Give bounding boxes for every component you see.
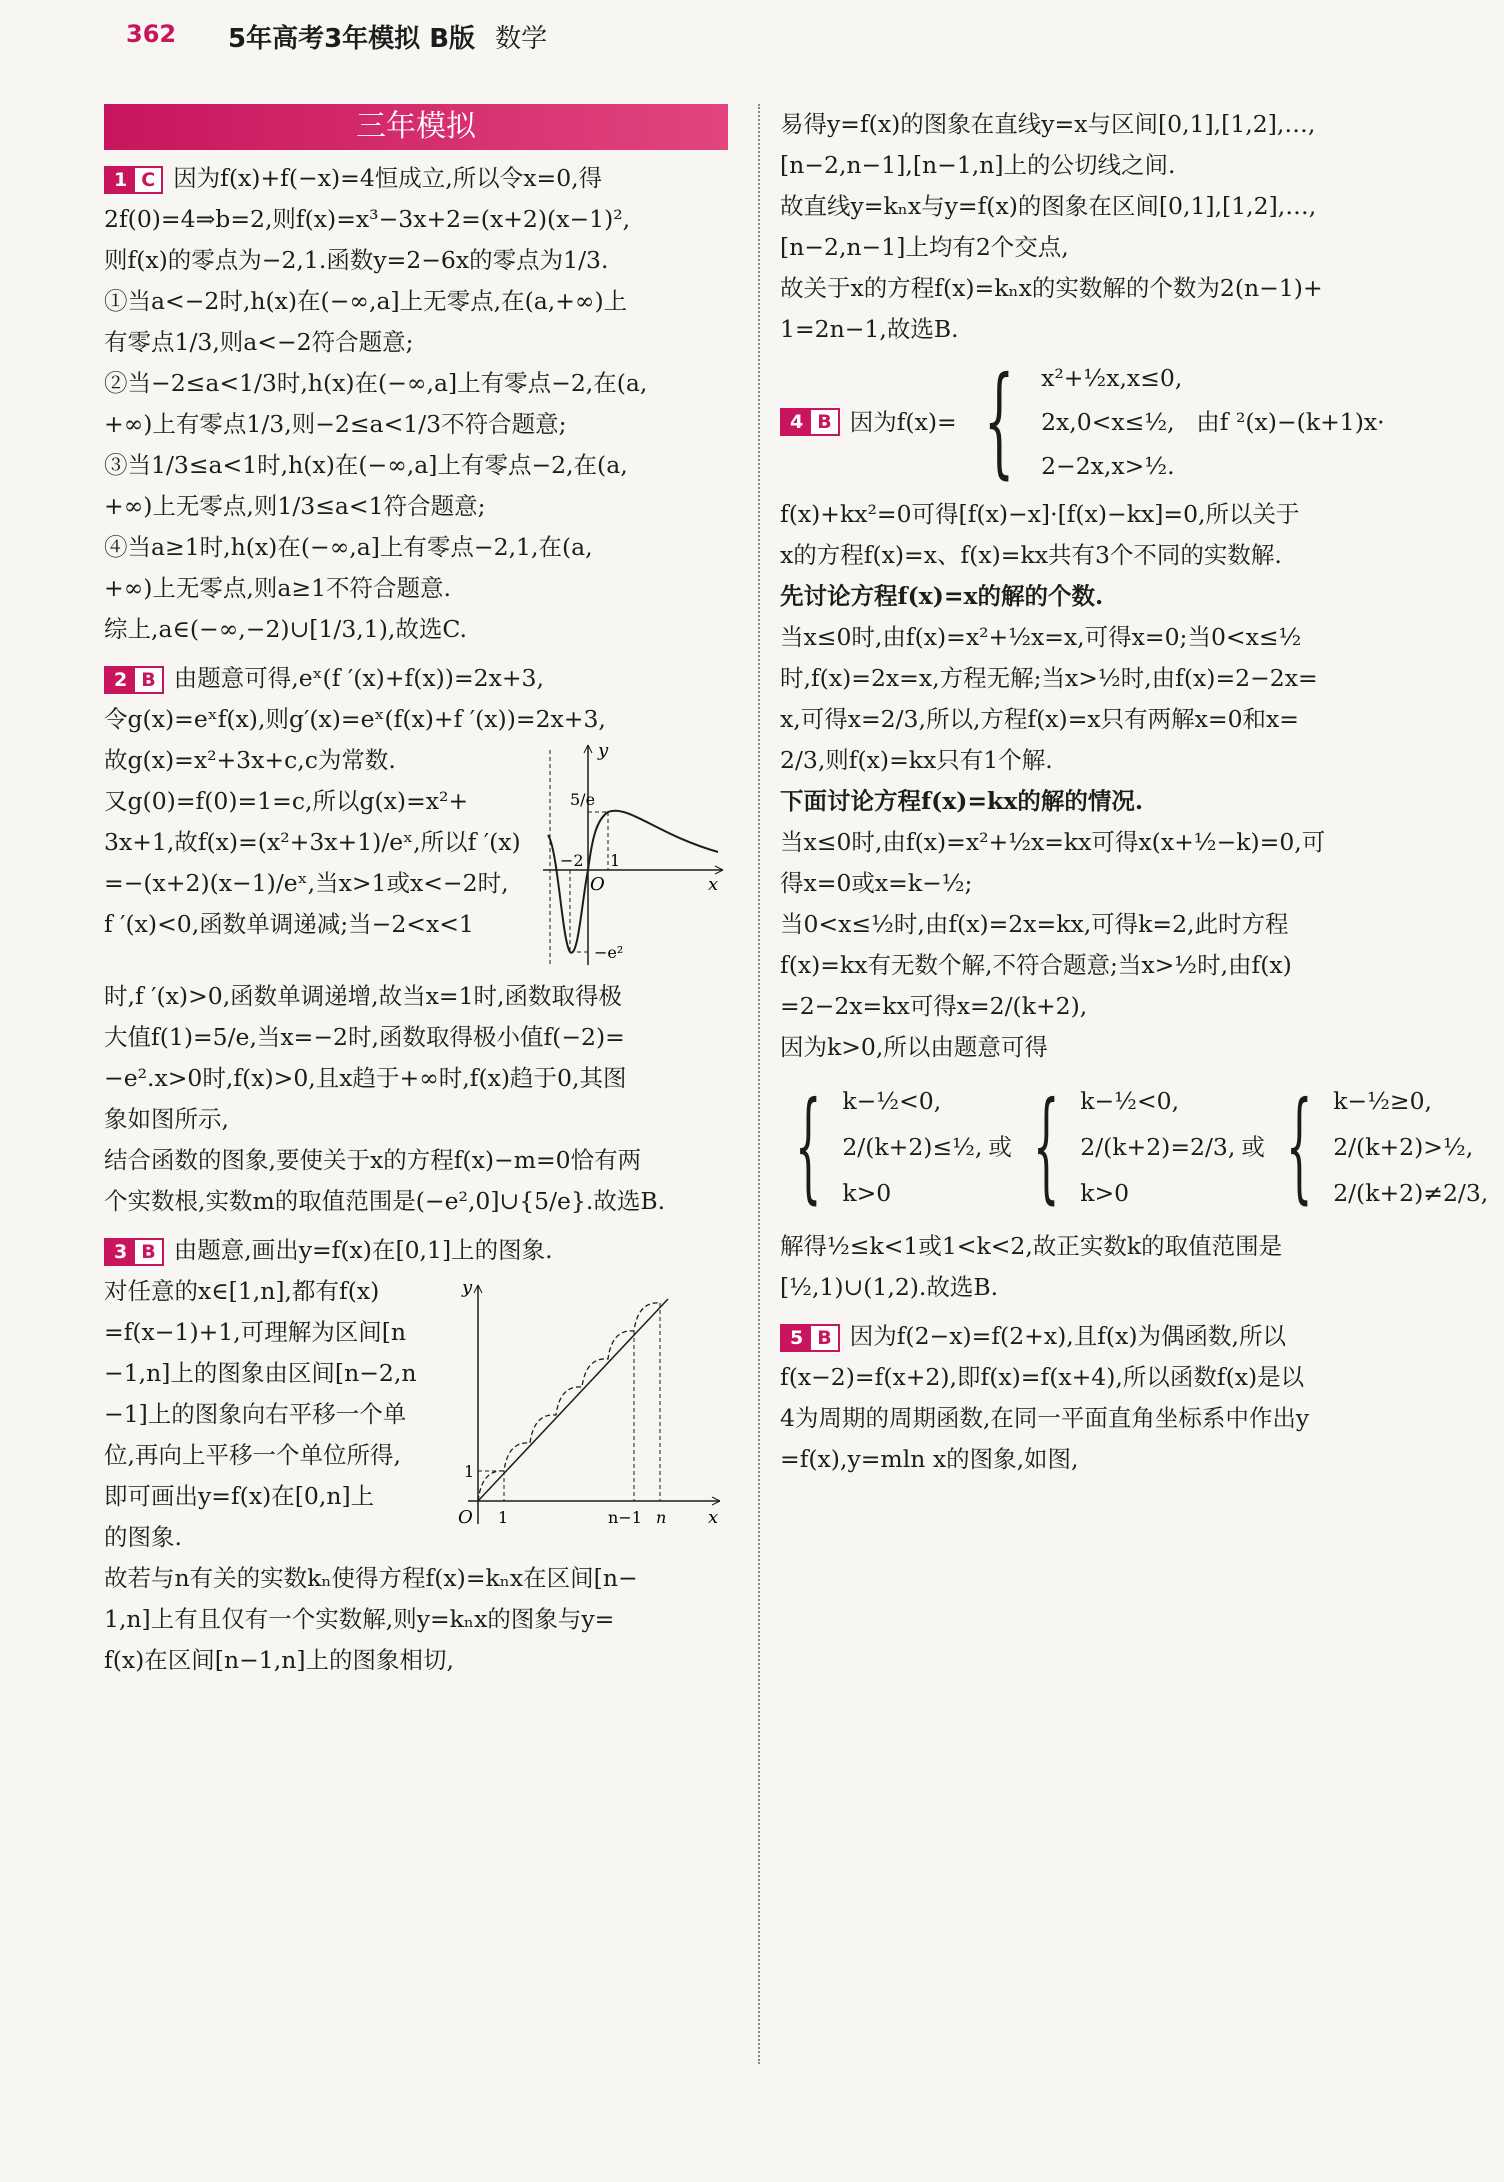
p4-line3-3: f(x)=kx有无数个解,不符合题意;当x>½时,由f(x) xyxy=(780,951,1292,979)
p1-line-0 xyxy=(104,158,728,199)
p1-line-7: ③当1/3≤a<1时,h(x)在(−∞,a]上有零点−2,在(a, xyxy=(104,451,628,479)
page-number: 362 xyxy=(126,20,177,48)
p2-line-top-0 xyxy=(104,658,728,699)
p2-line-bottom-0: 时,f ′(x)>0,函数单调递增,故当x=1时,函数取得极 xyxy=(104,982,623,1010)
p5-line-2: 4为周期的周期函数,在同一平面直角坐标系中作出y xyxy=(780,1404,1310,1432)
p5-line-3: =f(x),y=mln x的图象,如图, xyxy=(780,1445,1079,1473)
p4-sys3-0: k−½≥0, xyxy=(1333,1087,1433,1115)
p2-y-label: y xyxy=(598,740,609,761)
p3c-line-1: [n−2,n−1],[n−1,n]上的公切线之间. xyxy=(780,151,1176,179)
p4-line3-1: 得x=0或x=k−½; xyxy=(780,869,973,897)
p3-line-first xyxy=(104,1230,728,1271)
p3-label-n: n xyxy=(656,1508,667,1527)
p2-line-side-0: 故g(x)=x²+3x+c,c为常数. xyxy=(104,746,396,774)
p2-line-side-3: =−(x+2)(x−1)/eˣ,当x>1或x<−2时, xyxy=(104,869,509,897)
p3c-line-0: 易得y=f(x)的图象在直线y=x与区间[0,1],[1,2],…, xyxy=(780,110,1316,138)
p3-line-bottom-2: f(x)在区间[n−1,n]上的图象相切, xyxy=(104,1646,454,1674)
book-title-text: 5年高考3年模拟 B版 xyxy=(228,24,476,54)
p4-line4-1: [½,1)∪(1,2).故选B. xyxy=(780,1273,999,1301)
p4-line2-0: 当x≤0时,由f(x)=x²+½x=x,可得x=0;当0<x≤½ xyxy=(780,623,1302,651)
p1-line-3: ①当a<−2时,h(x)在(−∞,a]上无零点,在(a,+∞)上 xyxy=(104,287,628,315)
p4-case-1: 2x,0<x≤½, xyxy=(1041,408,1175,436)
p3-line-side-3: −1]上的图象向右平移一个单 xyxy=(104,1400,407,1428)
p4-prefix: 因为f(x)= xyxy=(849,407,957,436)
p2-line-top-1: 令g(x)=eˣf(x),则g′(x)=eˣ(f(x)+f ′(x))=2x+3, xyxy=(104,705,606,733)
p5-answer: B xyxy=(811,1326,837,1350)
problem-2 xyxy=(104,658,728,1222)
p3-function-graph xyxy=(458,1279,728,1529)
p5-number: 5 xyxy=(782,1326,811,1350)
p3-line-yx xyxy=(478,1299,668,1501)
p4-number: 4 xyxy=(782,410,811,434)
p1-line-11: 综上,a∈(−∞,−2)∪[1/3,1),故选C. xyxy=(104,615,467,643)
p3-origin: O xyxy=(458,1507,473,1528)
p2-tag xyxy=(104,666,164,694)
p4-answer: B xyxy=(811,410,837,434)
p4-case-0: x²+½x,x≤0, xyxy=(1041,364,1183,392)
p1-line-8: +∞)上无零点,则1/3≤a<1符合题意; xyxy=(104,492,486,520)
p3-line-side-4: 位,再向上平移一个单位所得, xyxy=(104,1441,401,1469)
p3-answer: B xyxy=(135,1240,161,1264)
p3-line-side-6: 的图象. xyxy=(104,1523,182,1551)
p4-bold-2: 下面讨论方程f(x)=kx的解的情况. xyxy=(780,787,1144,815)
left-column xyxy=(104,104,728,1681)
p1-line-5: ②当−2≤a<1/3时,h(x)在(−∞,a]上有零点−2,在(a, xyxy=(104,369,648,397)
p2-label-neg-e2: −e² xyxy=(594,943,624,962)
p2-label-1: 1 xyxy=(610,851,621,870)
p4-sys3-brace: { xyxy=(1285,1077,1313,1216)
p3c-line-2: 故直线y=kₙx与y=f(x)的图象在区间[0,1],[1,2],…, xyxy=(780,192,1317,220)
p4-sys2-2: k>0 xyxy=(1080,1179,1130,1207)
p1-line-9: ④当a≥1时,h(x)在(−∞,a]上有零点−2,1,在(a, xyxy=(104,533,593,561)
p4-sys3-2: 2/(k+2)≠2/3, xyxy=(1333,1179,1489,1207)
p4-sys2-1: 2/(k+2)=2/3, xyxy=(1080,1133,1236,1161)
p4-bold-1: 先讨论方程f(x)=x的解的个数. xyxy=(780,582,1104,610)
p2-line-side-2: 3x+1,故f(x)=(x²+3x+1)/eˣ,所以f ′(x) xyxy=(104,828,521,856)
p3-line-bottom-0: 故若与n有关的实数kₙ使得方程f(x)=kₙx在区间[n− xyxy=(104,1564,638,1592)
p4-or-2: 或 xyxy=(1241,1132,1265,1161)
p4-line2-3: 2/3,则f(x)=kx只有1个解. xyxy=(780,746,1053,774)
p4-brace: { xyxy=(983,352,1015,491)
p3-line-side-5: 即可画出y=f(x)在[0,n]上 xyxy=(104,1482,375,1510)
p3-text-first: 由题意,画出y=f(x)在[0,1]上的图象. xyxy=(173,1236,553,1264)
p5-text-0: 因为f(2−x)=f(2+x),且f(x)为偶函数,所以 xyxy=(849,1322,1286,1350)
p2-line-bottom-3: 象如图所示, xyxy=(104,1105,229,1133)
p3c-line-5: 1=2n−1,故选B. xyxy=(780,315,959,343)
p1-line-6: +∞)上有零点1/3,则−2≤a<1/3不符合题意; xyxy=(104,410,567,438)
p4-sys2-brace: { xyxy=(1032,1077,1060,1216)
p2-line-bottom-1: 大值f(1)=5/e,当x=−2时,函数取得极小值f(−2)= xyxy=(104,1023,625,1051)
page-header xyxy=(0,0,1504,80)
p1-text-0: 因为f(x)+f(−x)=4恒成立,所以令x=0,得 xyxy=(173,164,603,192)
p5-line-1: f(x−2)=f(x+2),即f(x)=f(x+4),所以函数f(x)是以 xyxy=(780,1363,1305,1391)
p1-line-2: 则f(x)的零点为−2,1.函数y=2−6x的零点为1/3. xyxy=(104,246,609,274)
p2-function-graph xyxy=(538,740,728,970)
p3-continuation xyxy=(780,104,1410,350)
p4-line3-4: =2−2x=kx可得x=2/(k+2), xyxy=(780,992,1088,1020)
p4-line-0: f(x)+kx²=0可得[f(x)−x]·[f(x)−kx]=0,所以关于 xyxy=(780,500,1300,528)
p4-sys1-0: k−½<0, xyxy=(842,1087,942,1115)
p4-case-2: 2−2x,x>½. xyxy=(1041,452,1175,480)
p4-line3-2: 当0<x≤½时,由f(x)=2x=kx,可得k=2,此时方程 xyxy=(780,910,1289,938)
p2-text-top-0: 由题意可得,eˣ(f ′(x)+f(x))=2x+3, xyxy=(173,664,544,692)
p2-origin: O xyxy=(590,874,605,895)
p3-label-1x: 1 xyxy=(498,1508,509,1527)
right-column xyxy=(780,104,1489,1480)
p4-piecewise-def xyxy=(780,352,1410,491)
p4-line2-1: 时,f(x)=2x=x,方程无解;当x>½时,由f(x)=2−2x= xyxy=(780,664,1318,692)
p2-answer: B xyxy=(135,668,161,692)
problem-1 xyxy=(104,158,728,650)
p4-suffix: 由f ²(x)−(k+1)x· xyxy=(1196,407,1385,436)
p1-line-10: +∞)上无零点,则a≥1不符合题意. xyxy=(104,574,452,602)
p3-line-bottom-1: 1,n]上有且仅有一个实数解,则y=kₙx的图象与y= xyxy=(104,1605,615,1633)
p2-label-5e: 5/e xyxy=(570,790,596,809)
p2-number: 2 xyxy=(106,668,135,692)
p4-sys1-brace: { xyxy=(794,1077,822,1216)
p4-line-1: x的方程f(x)=x、f(x)=kx共有3个不同的实数解. xyxy=(780,541,1282,569)
p4-or-1: 或 xyxy=(988,1132,1012,1161)
p3c-line-3: [n−2,n−1]上均有2个交点, xyxy=(780,233,1069,261)
p4-sys1 xyxy=(842,1078,982,1216)
p4-systems xyxy=(780,1077,1489,1216)
section-banner: 三年模拟 xyxy=(104,104,728,150)
p3-x-label: x xyxy=(708,1507,719,1528)
p2-line-bottom-4: 结合函数的图象,要使关于x的方程f(x)−m=0恰有两 xyxy=(104,1146,642,1174)
p4-line3-0: 当x≤0时,由f(x)=x²+½x=kx可得x(x+½−k)=0,可 xyxy=(780,828,1326,856)
p5-line-0 xyxy=(780,1316,1410,1357)
p3-label-n1: n−1 xyxy=(608,1508,642,1527)
p2-label-neg2: −2 xyxy=(560,851,584,870)
p2-line-side-1: 又g(0)=f(0)=1=c,所以g(x)=x²+ xyxy=(104,787,469,815)
p1-answer: C xyxy=(135,168,161,192)
column-divider xyxy=(758,104,760,2064)
p4-cases xyxy=(1041,356,1182,488)
problem-4 xyxy=(780,352,1489,1308)
p4-tag xyxy=(780,408,840,436)
p1-number: 1 xyxy=(106,168,135,192)
p4-sys3 xyxy=(1333,1078,1488,1216)
p4-line3-5: 因为k>0,所以由题意可得 xyxy=(780,1033,1048,1061)
p3-tag xyxy=(104,1238,164,1266)
p4-line2-2: x,可得x=2/3,所以,方程f(x)=x只有两解x=0和x= xyxy=(780,705,1299,733)
p2-line-bottom-2: −e².x>0时,f(x)>0,且x趋于+∞时,f(x)趋于0,其图 xyxy=(104,1064,627,1092)
p4-sys3-1: 2/(k+2)>½, xyxy=(1333,1133,1474,1161)
p1-line-4: 有零点1/3,则a<−2符合题意; xyxy=(104,328,414,356)
p5-tag xyxy=(780,1324,840,1352)
p3-label-1y: 1 xyxy=(464,1462,475,1481)
p2-line-side-4: f ′(x)<0,函数单调递减;当−2<x<1 xyxy=(104,910,474,938)
p3-y-label: y xyxy=(462,1279,473,1298)
subject-label: 数学 xyxy=(495,24,548,54)
p3-number: 3 xyxy=(106,1240,135,1264)
p2-x-label: x xyxy=(708,874,719,895)
p4-sys1-2: k>0 xyxy=(842,1179,892,1207)
p4-line4-0: 解得½≤k<1或1<k<2,故正实数k的取值范围是 xyxy=(780,1232,1283,1260)
p4-sys2-0: k−½<0, xyxy=(1080,1087,1180,1115)
p1-line-1: 2f(0)=4⇒b=2,则f(x)=x³−3x+2=(x+2)(x−1)², xyxy=(104,205,631,233)
p4-sys1-1: 2/(k+2)≤½, xyxy=(842,1133,983,1161)
book-title xyxy=(228,18,547,55)
p1-tag xyxy=(104,166,163,194)
p2-curve xyxy=(548,811,718,953)
p2-line-bottom-5: 个实数根,实数m的取值范围是(−e²,0]∪{5/e}.故选B. xyxy=(104,1187,666,1215)
p3c-line-4: 故关于x的方程f(x)=kₙx的实数解的个数为2(n−1)+ xyxy=(780,274,1323,302)
p3-line-side-0: 对任意的x∈[1,n],都有f(x) xyxy=(104,1277,380,1305)
p3-line-side-1: =f(x−1)+1,可理解为区间[n xyxy=(104,1318,407,1346)
p4-sys2 xyxy=(1080,1078,1235,1216)
problem-5 xyxy=(780,1316,1410,1480)
p3-line-side-2: −1,n]上的图象由区间[n−2,n xyxy=(104,1359,417,1387)
problem-3 xyxy=(104,1230,728,1681)
